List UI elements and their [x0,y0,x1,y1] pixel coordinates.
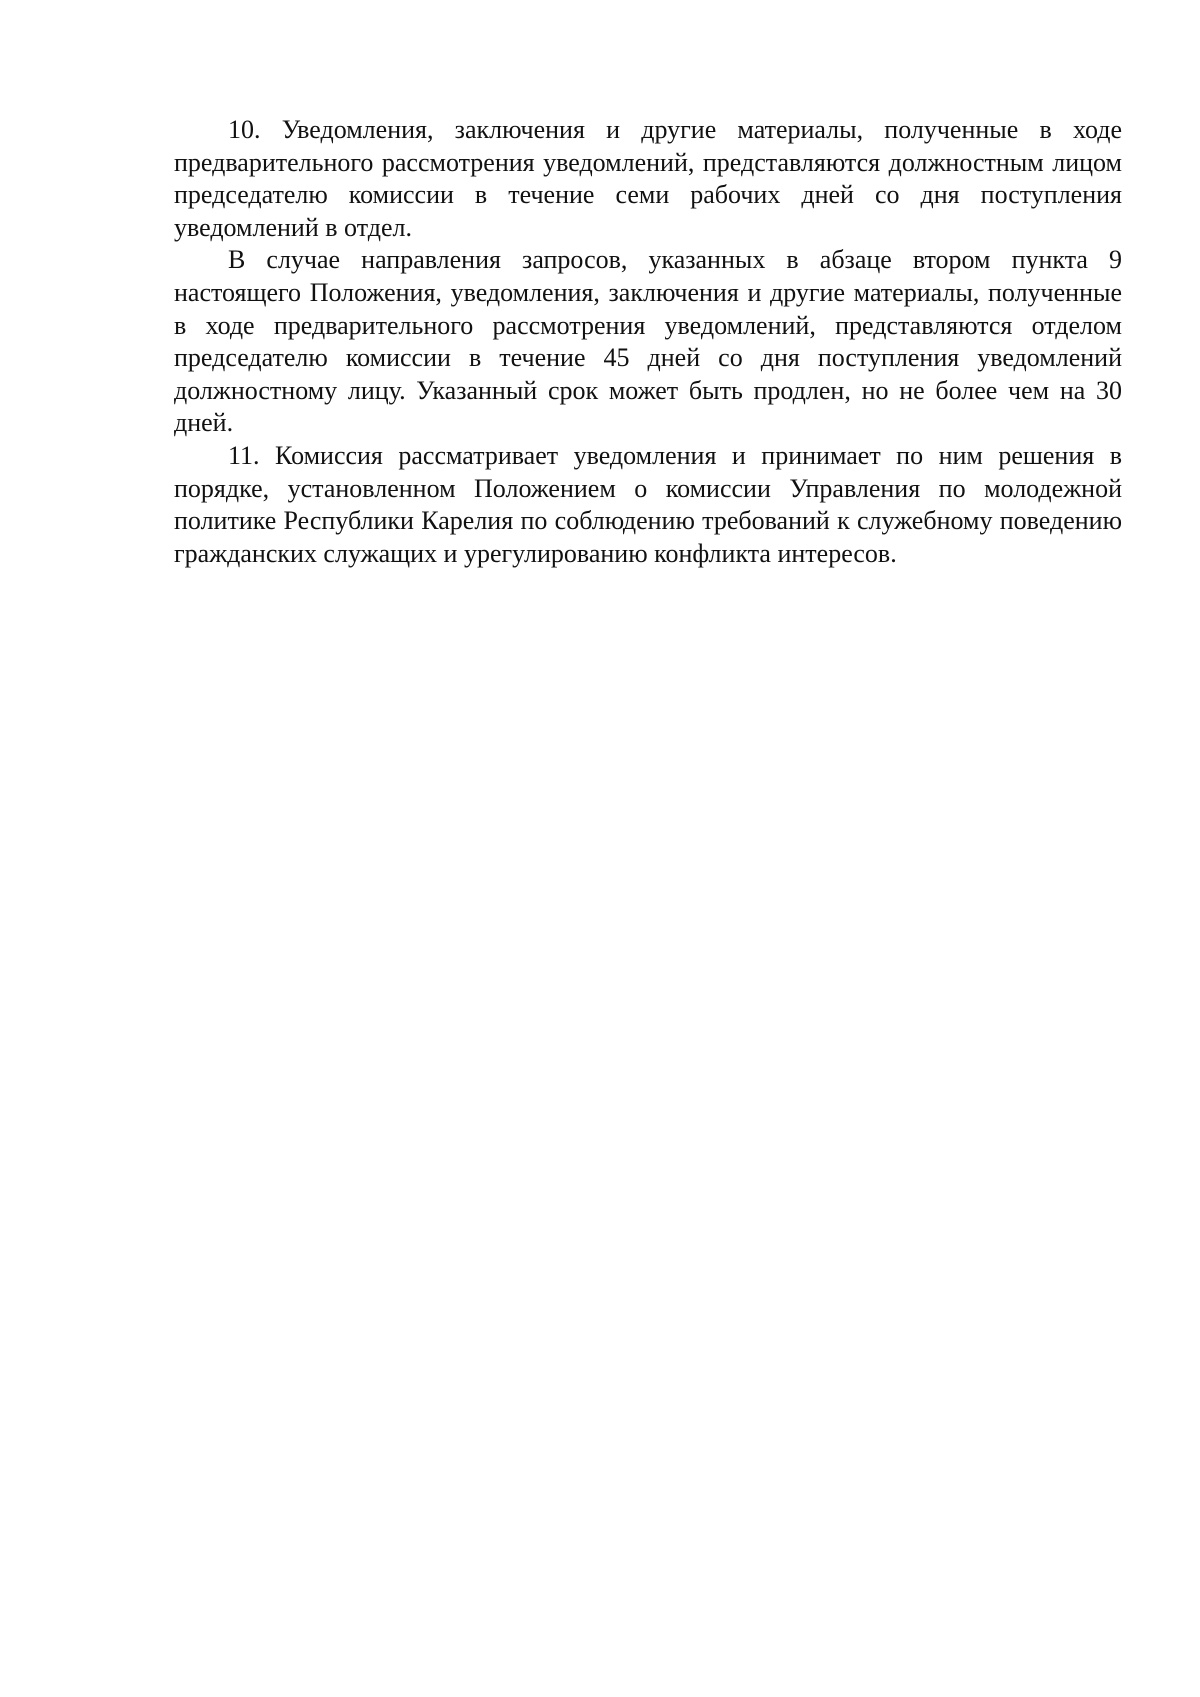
document-body [174,114,1122,570]
paragraph-10: 10. Уведомления, заключения и другие материалы, полученные в ходе предварительного рассмотрения уведомлений, представляются должностным лицом председателю комиссии в течение семи рабочих дней со дня поступления уведомлений в отдел. [174,115,1122,242]
paragraph-10-continuation: В случае направления запросов, указанных в абзаце втором пункта 9 настоящего Положения, уведомления, заключения и другие материалы, полученные в ходе предварительного рассмотрения уведомлений, представляются отделом председателю комиссии в течение 45 дней со дня поступления уведомлений должностному лицу. Указанный срок может быть продлен, но не более чем на 30 дней. [174,245,1122,438]
paragraph-11: 11. Комиссия рассматривает уведомления и принимает по ним решения в порядке, установленном Положением о комиссии Управления по молодежной политике Республики Карелия по соблюдению требований к служебному поведению гражданских служащих и урегулированию конфликта интересов. [174,440,1122,568]
